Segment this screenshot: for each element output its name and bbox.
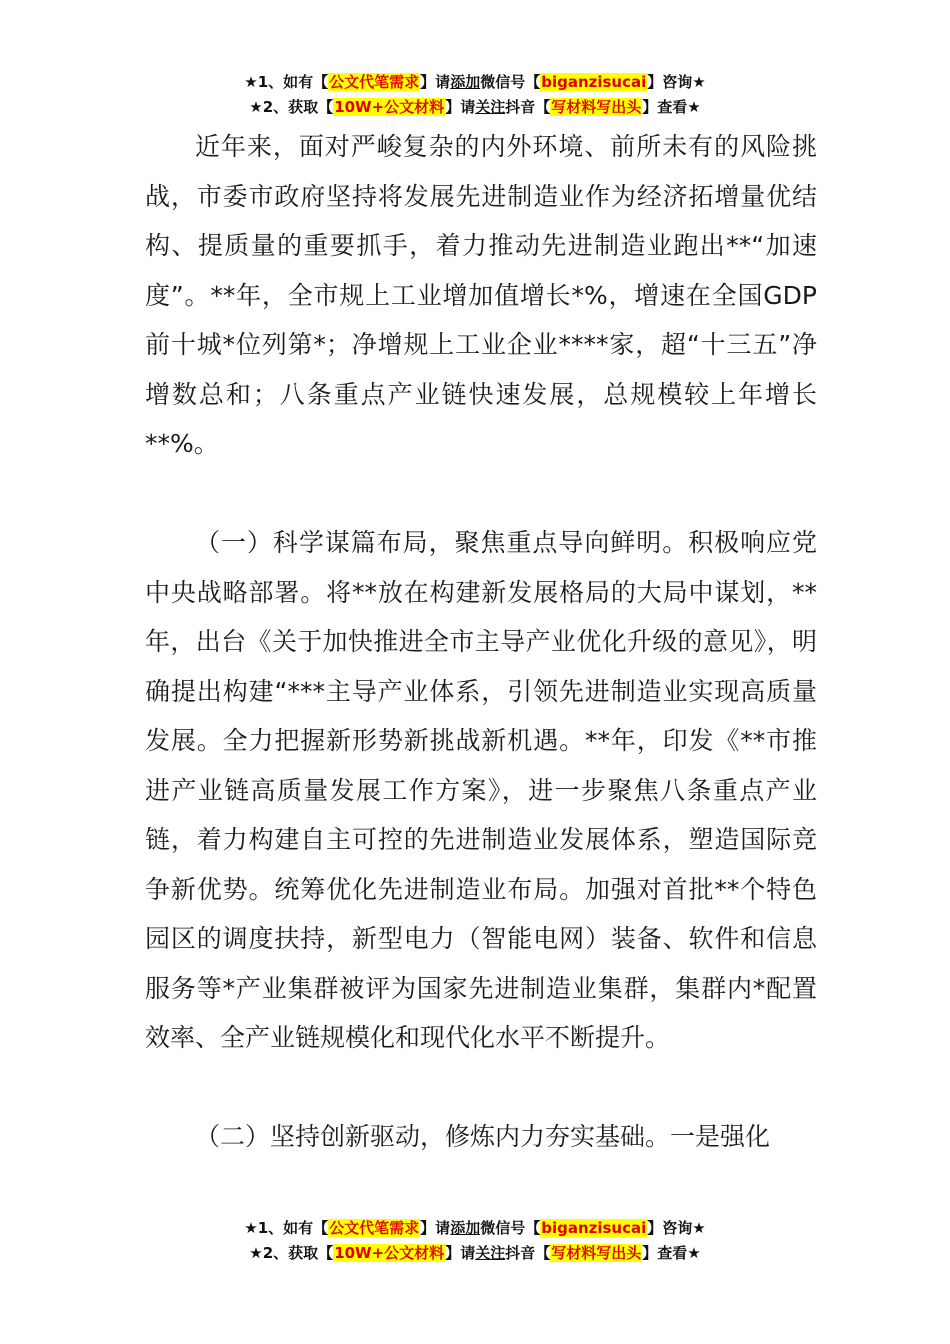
highlight-wechat-id: biganzisucai <box>541 1219 647 1237</box>
paragraph-gap <box>145 1063 817 1113</box>
highlight-materials: 10W+公文材料 <box>334 1244 445 1262</box>
footer-banner <box>0 1216 950 1266</box>
paragraph-gap <box>145 469 817 519</box>
document-body <box>145 122 817 1162</box>
highlight-wechat-id: biganzisucai <box>541 73 647 91</box>
highlight-service: 公文代笔需求 <box>329 1219 420 1237</box>
paragraph-section-1: （一）科学谋篇布局，聚焦重点导向鲜明。积极响应党中央战略部署。将**放在构建新发展格局的大局中谋划，**年，出台《关于加快推进全市主导产业优化升级的意见》，明确提出构建“***主导产业体系，引领先进制造业实现高质量发展。全力把握新形势新挑战新机遇。**年，印发《**市推进产业链高质量发展工作方案》，进一步聚焦八条重点产业链，着力构建自主可控的先进制造业发展体系，塑造国际竞争新优势。统筹优化先进制造业布局。加强对首批**个特色园区的调度扶持，新型电力（智能电网）装备、软件和信息服务等*产业集群被评为国家先进制造业集群，集群内*配置效率、全产业链规模化和现代化水平不断提升。 <box>145 528 817 1052</box>
highlight-douyin: 写材料写出头 <box>551 1244 642 1262</box>
banner-line-1: ★1、如有【公文代笔需求】请添加微信号【biganzisucai】咨询★ <box>244 1219 706 1237</box>
paragraph-section-2: （二）坚持创新驱动，修炼内力夯实基础。一是强化 <box>195 1122 771 1151</box>
highlight-douyin: 写材料写出头 <box>551 98 642 116</box>
highlight-materials: 10W+公文材料 <box>334 98 445 116</box>
banner-line-2: ★2、获取【10W+公文材料】请关注抖音【写材料写出头】查看★ <box>249 98 701 116</box>
highlight-service: 公文代笔需求 <box>329 73 420 91</box>
banner-line-1: ★1、如有【公文代笔需求】请添加微信号【biganzisucai】咨询★ <box>244 73 706 91</box>
banner-line-2: ★2、获取【10W+公文材料】请关注抖音【写材料写出头】查看★ <box>249 1244 701 1262</box>
header-banner <box>0 70 950 120</box>
paragraph-intro: 近年来，面对严峻复杂的内外环境、前所未有的风险挑战，市委市政府坚持将发展先进制造业作为经济拓增量优结构、提质量的重要抓手，着力推动先进制造业跑出**“加速度”。**年，全市规上工业增加值增长*%，增速在全国GDP前十城*位列第*；净增规上工业企业****家，超“十三五”净增数总和；八条重点产业链快速发展，总规模较上年增长**%。 <box>145 132 817 458</box>
